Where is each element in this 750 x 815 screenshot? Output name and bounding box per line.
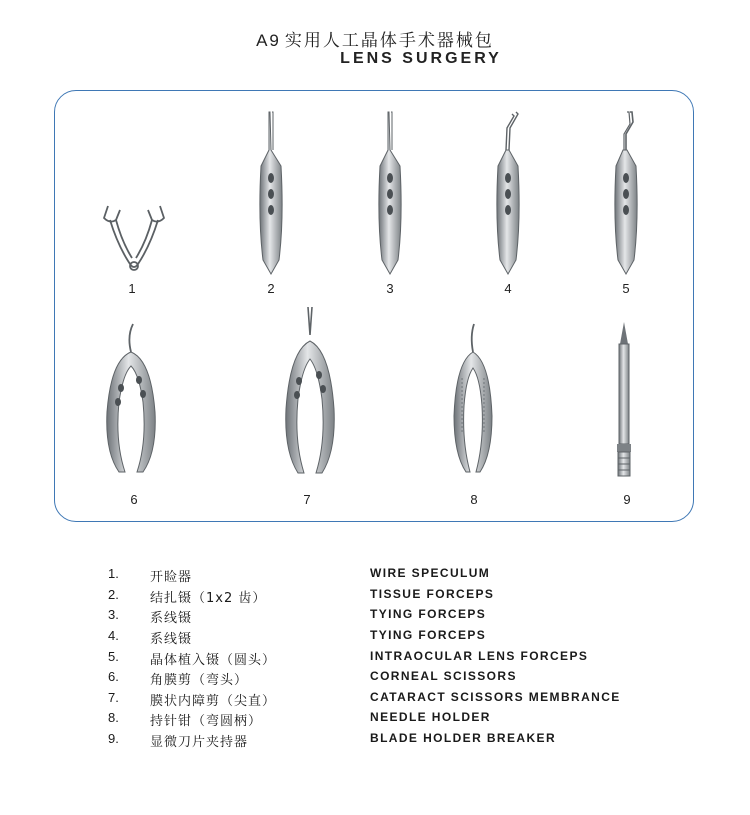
- instrument-number: 4: [504, 281, 512, 296]
- instrument-number: 9: [623, 492, 631, 507]
- needle-holder-icon: [448, 322, 498, 482]
- legend-en: WIRE SPECULUM: [370, 566, 491, 580]
- wire-speculum-icon: [100, 200, 168, 275]
- iol-forceps-icon: [612, 110, 640, 276]
- legend-cn: 角膜剪（弯头）: [150, 673, 249, 688]
- legend-cn: 持针钳（弯圆柄）: [150, 714, 263, 729]
- legend-cn: 晶体植入镊（圆头）: [150, 653, 277, 668]
- instrument-number: 6: [130, 492, 138, 507]
- legend-en: TISSUE FORCEPS: [370, 587, 495, 601]
- cataract-scissors-icon: [282, 305, 338, 482]
- page-title-cn: [0, 26, 750, 51]
- tissue-forceps-icon: [257, 110, 285, 276]
- instrument-number: 1: [128, 281, 136, 296]
- legend-index: 8.: [108, 710, 119, 725]
- page-title-en: LENS SURGERY: [340, 50, 502, 67]
- corneal-scissors-icon: [103, 322, 159, 482]
- blade-holder-breaker-icon: [610, 320, 638, 482]
- legend-cn: 显微刀片夹持器: [150, 735, 249, 750]
- legend-index: 7.: [108, 690, 119, 705]
- legend-index: 2.: [108, 587, 119, 602]
- legend-cn: 膜状内障剪（尖直）: [150, 694, 277, 709]
- instrument-number: 7: [303, 492, 311, 507]
- legend-index: 9.: [108, 731, 119, 746]
- instrument-number: 3: [386, 281, 394, 296]
- legend-cn: 系线镊: [150, 611, 193, 626]
- legend-en: BLADE HOLDER BREAKER: [370, 731, 557, 745]
- instrument-number: 8: [470, 492, 478, 507]
- legend-index: 6.: [108, 669, 119, 684]
- legend-index: 5.: [108, 649, 119, 664]
- instrument-number: 5: [622, 281, 630, 296]
- instrument-number: 2: [267, 281, 275, 296]
- legend-index: 4.: [108, 628, 119, 643]
- legend-en: CATARACT SCISSORS MEMBRANCE: [370, 690, 621, 704]
- legend-cn: 结扎镊（1x2 齿）: [150, 591, 267, 606]
- title-cn-text: 实用人工晶体手术器械包: [284, 31, 494, 51]
- legend-en: INTRAOCULAR LENS FORCEPS: [370, 649, 589, 663]
- legend-en: TYING FORCEPS: [370, 628, 487, 642]
- legend-en: NEEDLE HOLDER: [370, 710, 491, 724]
- legend-index: 1.: [108, 566, 119, 581]
- tying-forceps-angled-icon: [494, 110, 522, 276]
- legend-cn: 系线镊: [150, 632, 193, 647]
- legend-en: TYING FORCEPS: [370, 607, 487, 621]
- product-code: A9: [256, 31, 281, 50]
- legend-index: 3.: [108, 607, 119, 622]
- legend-en: CORNEAL SCISSORS: [370, 669, 517, 683]
- tying-forceps-icon: [376, 110, 404, 276]
- legend-cn: 开睑器: [150, 570, 193, 585]
